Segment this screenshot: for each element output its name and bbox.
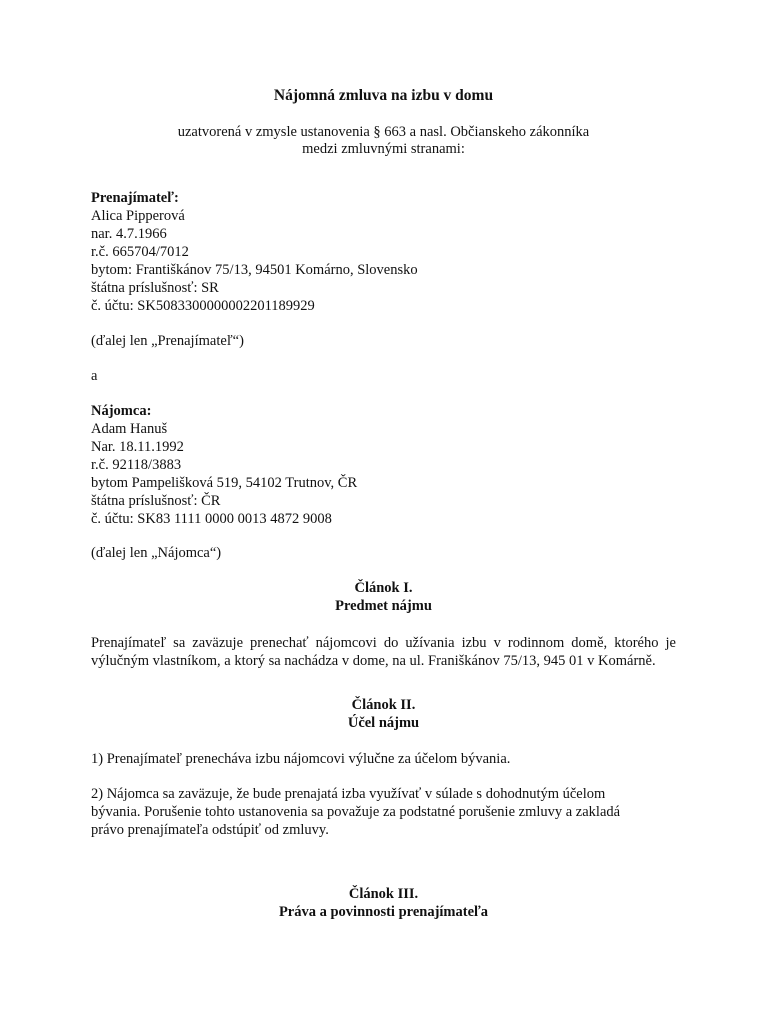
article-2-title: Účel nájmu	[347, 715, 420, 731]
tenant-heading: Nájomca:	[91, 403, 152, 419]
landlord-birth: nar. 4.7.1966	[91, 226, 167, 242]
article-2-number: Článok II.	[351, 697, 416, 713]
tenant-alias: (ďalej len „Nájomca“)	[91, 545, 222, 561]
tenant-account: č. účtu: SK83 1111 0000 0013 4872 9008	[91, 511, 332, 527]
article-3-title: Práva a povinnosti prenajímateľa	[278, 904, 489, 920]
tenant-citizenship: štátna príslušnosť: ČR	[91, 493, 221, 509]
tenant-name: Adam Hanuš	[91, 421, 168, 437]
connector-text: a	[91, 368, 98, 384]
landlord-id: r.č. 665704/7012	[91, 244, 189, 260]
article-2-paragraph-2-line-2: bývania. Porušenie tohto ustanovenia sa považuje za podstatné porušenie zmluvy a zakladá	[91, 804, 621, 820]
tenant-address: bytom Pampelišková 519, 54102 Trutnov, ČR	[91, 475, 358, 491]
document-title: Nájomná zmluva na izbu v domu	[273, 87, 494, 104]
landlord-alias: (ďalej len „Prenajímateľ“)	[91, 333, 244, 349]
subtitle-line-2: medzi zmluvnými stranami:	[302, 141, 465, 157]
subtitle-line-1: uzatvorená v zmysle ustanovenia § 663 a nasl. Občianskeho zákonníka	[177, 124, 590, 140]
landlord-heading: Prenajímateľ:	[91, 190, 179, 206]
landlord-name: Alica Pipperová	[91, 208, 185, 224]
article-1-text: Prenajímateľ sa zaväzuje prenechať nájomcovi do užívania izbu v rodinnom domě, ktorého je výlučným vlastníkom, a ktorý sa nachádza v dome, na ul. Franiškánov 75/13, 945 01 v Komárně.	[91, 635, 676, 669]
tenant-birth: Nar. 18.11.1992	[91, 439, 184, 455]
tenant-id: r.č. 92118/3883	[91, 457, 182, 473]
article-2-paragraph-2-line-3: právo prenajímateľa odstúpiť od zmluvy.	[91, 822, 329, 838]
article-3-number: Článok III.	[348, 886, 419, 902]
article-2-paragraph-1: 1) Prenajímateľ prenecháva izbu nájomcovi výlučne za účelom bývania.	[91, 751, 511, 767]
landlord-citizenship: štátna príslušnosť: SR	[91, 280, 219, 296]
article-1-number: Článok I.	[354, 580, 413, 596]
landlord-account: č. účtu: SK5083300000002201189929	[91, 298, 315, 314]
article-1-title: Predmet nájmu	[335, 598, 432, 614]
article-2-paragraph-2-line-1: 2) Nájomca sa zaväzuje, že bude prenajatá izba využívať v súlade s dohodnutým účelom	[91, 786, 606, 802]
landlord-address: bytom: Františkánov 75/13, 94501 Komárno, Slovensko	[91, 262, 418, 278]
